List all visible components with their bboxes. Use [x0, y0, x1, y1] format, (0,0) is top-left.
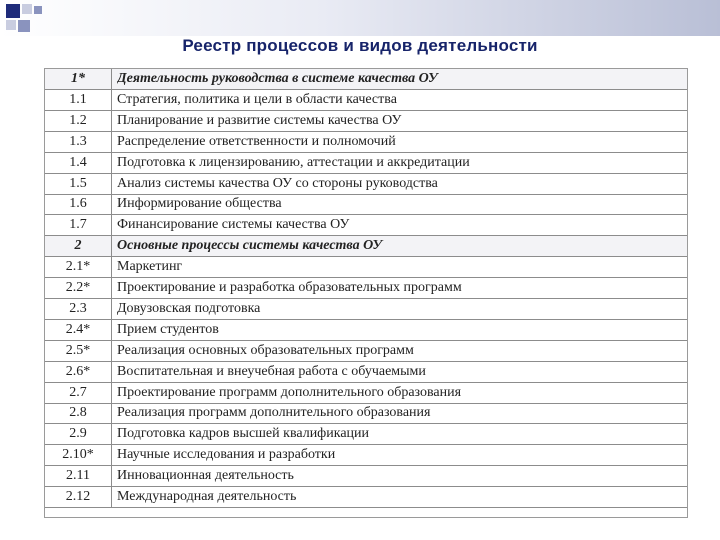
row-number: 2.12: [45, 487, 112, 507]
row-number: 1*: [45, 69, 112, 89]
table-row: [45, 132, 687, 153]
row-number: 1.1: [45, 90, 112, 110]
row-text: Довузовская подготовка: [117, 300, 261, 316]
row-number: 1.7: [45, 215, 112, 235]
table-row: [45, 424, 687, 445]
row-number: 2.9: [45, 424, 112, 444]
row-number: 2.10*: [45, 445, 112, 465]
row-text: Деятельность руководства в системе качества ОУ: [117, 71, 438, 86]
row-number: 2.2*: [45, 278, 112, 298]
row-text: Планирование и развитие системы качества ОУ: [117, 112, 402, 128]
page-title: Реестр процессов и видов деятельности: [182, 36, 538, 55]
table-row: [45, 153, 687, 174]
row-number: 2.3: [45, 299, 112, 319]
row-text: Проектирование программ дополнительного образования: [117, 384, 462, 400]
row-number: 2.8: [45, 403, 112, 423]
row-number: 2.1*: [45, 257, 112, 277]
row-text: Стратегия, политика и цели в области качества: [117, 91, 397, 107]
table-row: [45, 299, 687, 320]
row-text: Проектирование и разработка образовательных программ: [117, 280, 462, 295]
row-number: 1.4: [45, 153, 112, 173]
row-text: Распределение ответственности и полномочий: [117, 133, 396, 149]
decorative-squares: [0, 0, 60, 40]
row-number: 2.6*: [45, 362, 112, 382]
row-number: 1.5: [45, 174, 112, 194]
row-number: 2: [45, 236, 112, 256]
table-row: [45, 341, 687, 362]
table-row: [45, 362, 687, 383]
table-section-row: [45, 69, 687, 90]
row-number: 2.4*: [45, 320, 112, 340]
table-row: [45, 90, 687, 111]
row-number: 2.11: [45, 466, 112, 486]
row-text: Воспитательная и внеучебная работа с обучаемыми: [117, 363, 426, 379]
table-row: [45, 320, 687, 341]
table-row: [45, 445, 687, 466]
row-text: Реализация программ дополнительного образования: [117, 405, 431, 421]
row-number: 1.3: [45, 132, 112, 152]
table-section-row: [45, 236, 687, 257]
header-band: [0, 0, 720, 36]
row-number: 2.7: [45, 383, 112, 403]
row-text: Основные процессы системы качества ОУ: [117, 238, 383, 254]
row-text: Информирование общества: [117, 196, 282, 212]
table-row: [45, 174, 687, 195]
row-text: Инновационная деятельность: [117, 468, 294, 484]
row-text: Анализ системы качества ОУ со стороны руководства: [117, 175, 438, 191]
row-number: 1.2: [45, 111, 112, 131]
table-row: [45, 403, 687, 424]
row-text: Реализация основных образовательных программ: [117, 342, 414, 358]
row-text: Прием студентов: [117, 321, 219, 337]
row-text: Финансирование системы качества ОУ: [117, 217, 350, 233]
row-text: Маркетинг: [117, 259, 183, 275]
table-row: [45, 257, 687, 278]
row-number: 1.6: [45, 194, 112, 214]
table-row: [45, 111, 687, 132]
registry-table: [44, 68, 688, 518]
row-text: Подготовка кадров высшей квалификации: [117, 426, 370, 442]
table-row: [45, 487, 687, 508]
table-row: [45, 278, 687, 299]
table-row: [45, 466, 687, 487]
table-row: [45, 194, 687, 215]
row-text: Научные исследования и разработки: [117, 447, 336, 463]
row-text: Подготовка к лицензированию, аттестации и аккредитации: [117, 154, 470, 170]
row-number: 2.5*: [45, 341, 112, 361]
table-row: [45, 383, 687, 404]
row-text: Международная деятельность: [117, 489, 297, 504]
table-row: [45, 215, 687, 236]
